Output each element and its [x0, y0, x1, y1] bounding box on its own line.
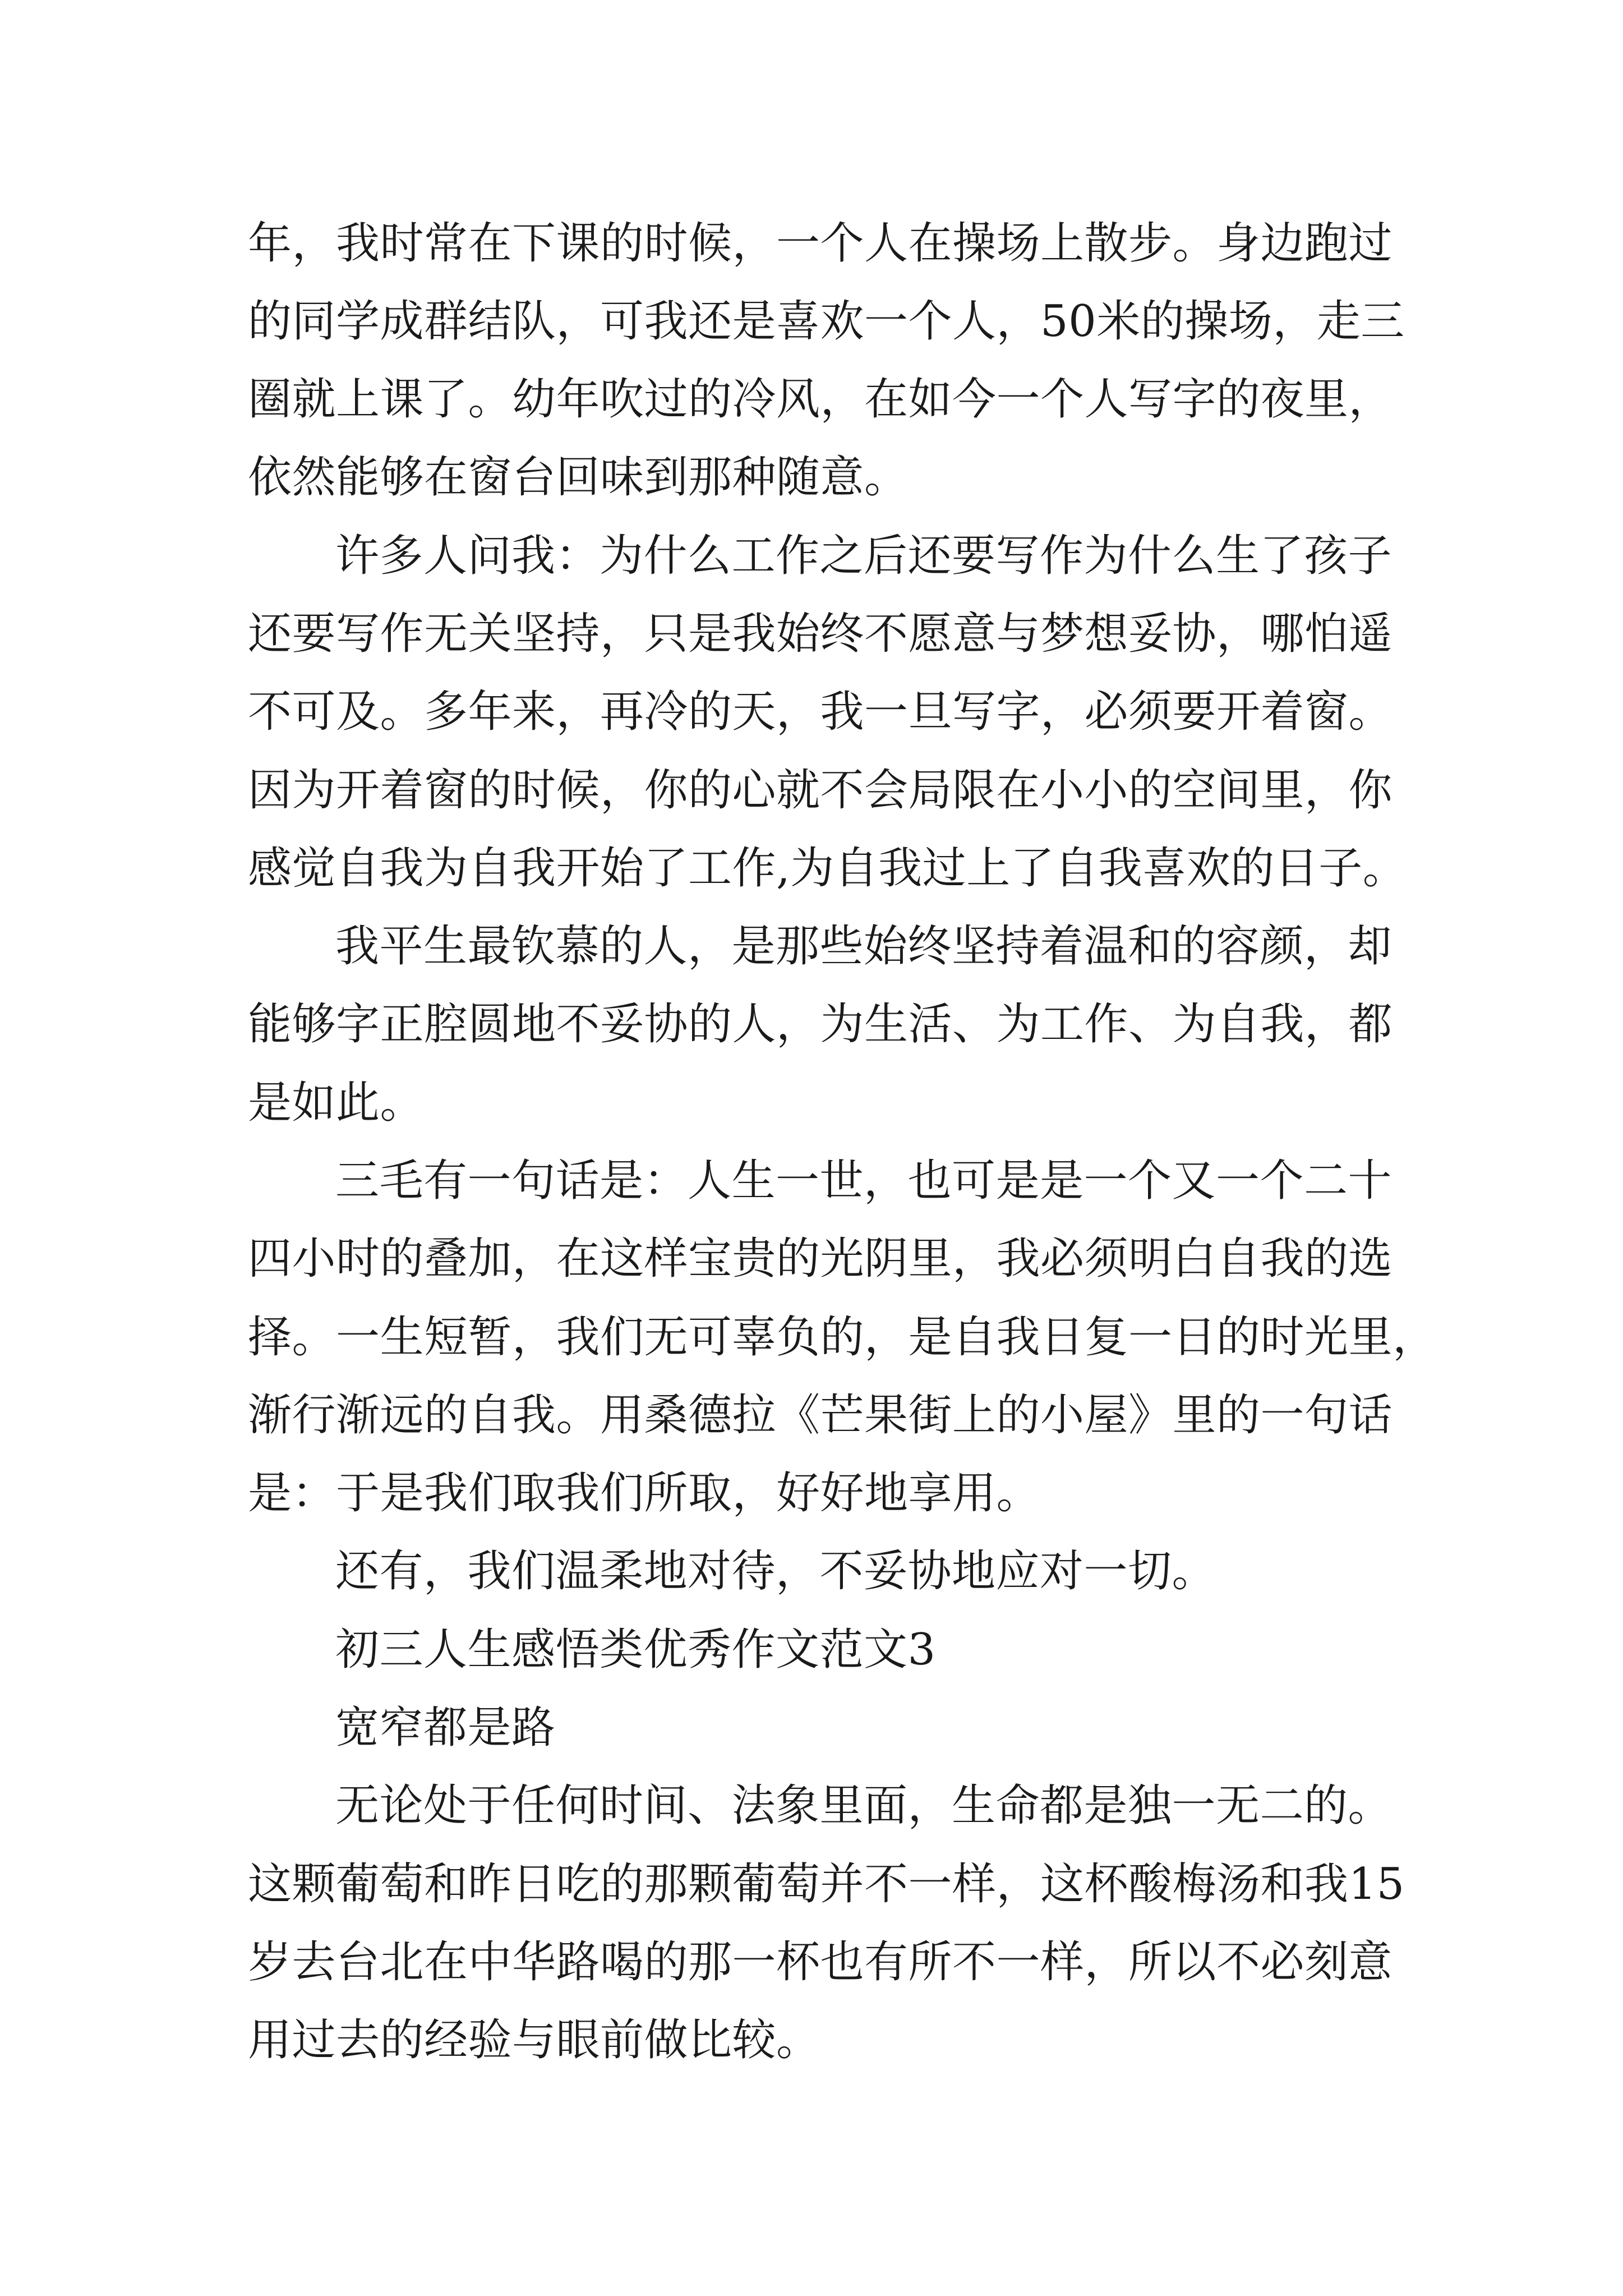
text-line: 还要写作无关坚持，只是我始终不愿意与梦想妥协，哪怕遥 — [248, 609, 1393, 659]
text-line: 年，我时常在下课的时候，一个人在操场上散步。身边跑过 — [248, 218, 1393, 269]
text-line: 圈就上课了。幼年吹过的冷风，在如今一个人写字的夜里， — [248, 374, 1393, 425]
text-line: 能够字正腔圆地不妥协的人，为生活、为工作、为自我，都 — [248, 999, 1393, 1050]
text-line: 感觉自我为自我开始了工作,为自我过上了自我喜欢的日子。 — [248, 843, 1407, 894]
essay-title: 宽窄都是路 — [335, 1703, 556, 1753]
text-line: 这颗葡萄和昨日吃的那颗葡萄并不一样，这杯酸梅汤和我15 — [248, 1859, 1405, 1910]
text-line: 不可及。多年来，再冷的天，我一旦写字，必须要开着窗。 — [248, 687, 1393, 737]
text-line: 渐行渐远的自我。用桑德拉《芒果街上的小屋》里的一句话 — [248, 1390, 1393, 1441]
text-line: 许多人问我：为什么工作之后还要写作为什么生了孩子 — [335, 531, 1393, 581]
text-line: 无论处于任何时间、法象里面，生命都是独一无二的。 — [335, 1780, 1393, 1831]
text-line: 因为开着窗的时候，你的心就不会局限在小小的空间里，你 — [248, 765, 1393, 816]
text-line: 的同学成群结队，可我还是喜欢一个人，50米的操场，走三 — [248, 296, 1405, 347]
text-line: 四小时的叠加，在这样宝贵的光阴里，我必须明白自我的选 — [248, 1234, 1393, 1284]
text-line: 还有，我们温柔地对待，不妥协地应对一切。 — [335, 1546, 1216, 1596]
text-line: 依然能够在窗台回味到那种随意。 — [248, 452, 909, 503]
text-line: 岁去台北在中华路喝的那一杯也有所不一样，所以不必刻意 — [248, 1937, 1393, 1987]
text-line: 我平生最钦慕的人，是那些始终坚持着温和的容颜，却 — [335, 921, 1393, 972]
text-line: 是如此。 — [248, 1078, 425, 1128]
section-heading: 初三人生感悟类优秀作文范文3 — [335, 1625, 936, 1675]
text-line: 用过去的经验与眼前做比较。 — [248, 2015, 820, 2065]
text-line: 是：于是我们取我们所取，好好地享用。 — [248, 1468, 1041, 1519]
text-line: 三毛有一句话是：人生一世，也可是是一个又一个二十 — [335, 1156, 1393, 1206]
text-line: 择。一生短暂，我们无可辜负的，是自我日复一日的时光里， — [248, 1312, 1437, 1363]
